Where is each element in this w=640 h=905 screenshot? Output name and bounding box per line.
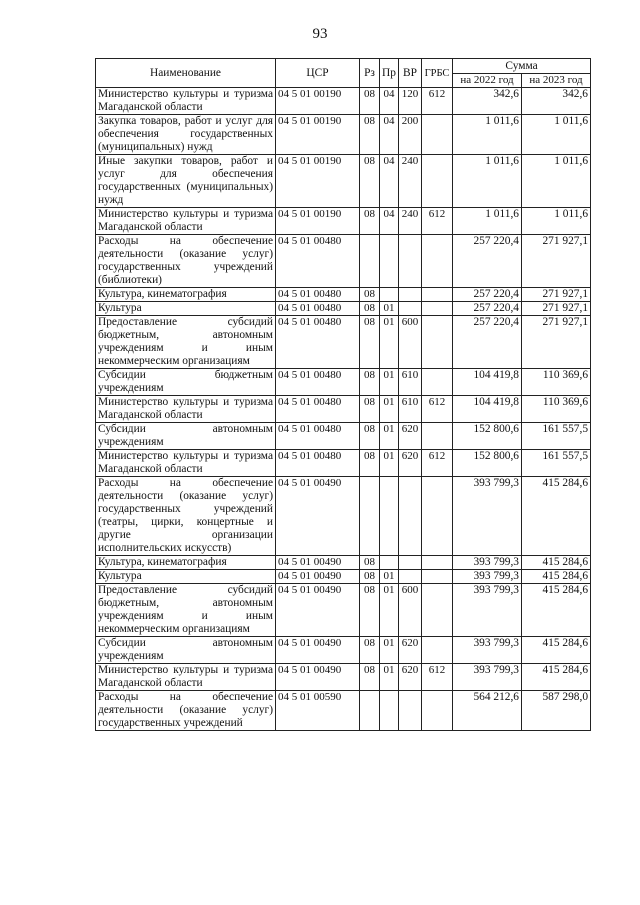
table-row [96,235,591,288]
row-vr [399,235,422,288]
row-csr: 04 5 01 00480 [276,235,360,288]
row-name: Предоставление субсидий бюджетным, автономным учреждениям и иным некоммерческим организациям [96,584,276,637]
row-grbs: 612 [422,396,453,423]
row-sum-2022: 152 800,6 [453,450,522,477]
row-name: Министерство культуры и туризма Магаданской области [96,208,276,235]
row-pr: 01 [380,664,399,691]
row-rz: 08 [360,637,380,664]
row-sum-2023: 110 369,6 [522,369,591,396]
row-vr: 600 [399,584,422,637]
row-pr: 04 [380,88,399,115]
row-grbs [422,584,453,637]
row-vr: 200 [399,115,422,155]
page-number: 93 [312,26,328,42]
row-grbs [422,155,453,208]
table-header [96,59,591,88]
header-year-2023: на 2023 год [522,74,591,88]
row-sum-2023: 1 011,6 [522,115,591,155]
header-pr: Пр [380,59,399,88]
row-grbs: 612 [422,664,453,691]
row-name: Культура [96,302,276,316]
row-csr: 04 5 01 00480 [276,302,360,316]
row-pr [380,288,399,302]
row-csr: 04 5 01 00480 [276,316,360,369]
row-name: Министерство культуры и туризма Магаданской области [96,450,276,477]
row-sum-2022: 342,6 [453,88,522,115]
row-sum-2023: 415 284,6 [522,556,591,570]
row-sum-2023: 342,6 [522,88,591,115]
row-grbs [422,369,453,396]
row-rz [360,691,380,731]
row-rz: 08 [360,423,380,450]
row-vr [399,477,422,556]
header-sum: Сумма [453,59,591,74]
row-pr: 01 [380,450,399,477]
row-rz: 08 [360,556,380,570]
row-sum-2022: 393 799,3 [453,477,522,556]
row-rz: 08 [360,396,380,423]
table-row [96,637,591,664]
row-grbs [422,302,453,316]
table-row [96,664,591,691]
row-sum-2022: 257 220,4 [453,288,522,302]
table-row [96,316,591,369]
row-pr: 04 [380,115,399,155]
row-pr: 04 [380,208,399,235]
table-row [96,570,591,584]
row-pr: 01 [380,396,399,423]
row-sum-2022: 257 220,4 [453,235,522,288]
row-sum-2022: 393 799,3 [453,664,522,691]
row-sum-2022: 393 799,3 [453,584,522,637]
table-row [96,423,591,450]
row-name: Министерство культуры и туризма Магаданской области [96,88,276,115]
row-name: Иные закупки товаров, работ и услуг для обеспечения государственных (муниципальных) нужд [96,155,276,208]
row-sum-2023: 1 011,6 [522,155,591,208]
row-grbs: 612 [422,450,453,477]
row-grbs [422,316,453,369]
row-grbs: 612 [422,208,453,235]
table-row [96,396,591,423]
row-csr: 04 5 01 00190 [276,115,360,155]
row-csr: 04 5 01 00590 [276,691,360,731]
row-sum-2023: 271 927,1 [522,288,591,302]
table-row [96,302,591,316]
row-grbs [422,556,453,570]
row-rz: 08 [360,584,380,637]
row-grbs [422,477,453,556]
table-row [96,288,591,302]
row-sum-2022: 152 800,6 [453,423,522,450]
row-pr: 01 [380,570,399,584]
row-rz: 08 [360,115,380,155]
table-row [96,155,591,208]
row-csr: 04 5 01 00490 [276,664,360,691]
row-csr: 04 5 01 00490 [276,570,360,584]
row-csr: 04 5 01 00480 [276,288,360,302]
row-rz: 08 [360,288,380,302]
row-vr [399,570,422,584]
row-vr: 610 [399,369,422,396]
row-sum-2023: 271 927,1 [522,302,591,316]
row-rz: 08 [360,450,380,477]
row-sum-2022: 1 011,6 [453,155,522,208]
table-body [96,88,591,731]
row-sum-2022: 257 220,4 [453,302,522,316]
row-vr: 620 [399,664,422,691]
row-pr [380,477,399,556]
row-csr: 04 5 01 00480 [276,450,360,477]
row-sum-2023: 415 284,6 [522,477,591,556]
row-sum-2022: 1 011,6 [453,115,522,155]
row-vr: 620 [399,450,422,477]
row-sum-2023: 271 927,1 [522,235,591,288]
row-sum-2022: 393 799,3 [453,556,522,570]
table-row [96,88,591,115]
row-grbs [422,235,453,288]
row-csr: 04 5 01 00190 [276,208,360,235]
budget-table [95,58,591,731]
row-rz: 08 [360,369,380,396]
row-pr: 01 [380,423,399,450]
row-rz: 08 [360,208,380,235]
row-name: Культура, кинематография [96,556,276,570]
row-sum-2023: 1 011,6 [522,208,591,235]
row-csr: 04 5 01 00480 [276,369,360,396]
row-csr: 04 5 01 00490 [276,584,360,637]
row-rz: 08 [360,88,380,115]
row-rz [360,477,380,556]
table-row [96,691,591,731]
row-vr [399,288,422,302]
row-sum-2023: 415 284,6 [522,584,591,637]
row-rz: 08 [360,302,380,316]
row-name: Культура [96,570,276,584]
row-name: Культура, кинематография [96,288,276,302]
row-grbs: 612 [422,88,453,115]
row-vr [399,691,422,731]
row-name: Закупка товаров, работ и услуг для обеспечения государственных (муниципальных) нужд [96,115,276,155]
row-vr: 620 [399,423,422,450]
table-row [96,477,591,556]
row-pr [380,556,399,570]
row-pr [380,235,399,288]
row-vr: 610 [399,396,422,423]
header-rz: Рз [360,59,380,88]
row-pr: 01 [380,302,399,316]
row-pr: 01 [380,584,399,637]
row-vr [399,556,422,570]
row-grbs [422,115,453,155]
header-name: Наименование [96,59,276,88]
row-sum-2022: 104 419,8 [453,369,522,396]
row-rz: 08 [360,664,380,691]
row-name: Министерство культуры и туризма Магаданской области [96,664,276,691]
header-csr: ЦСР [276,59,360,88]
row-csr: 04 5 01 00490 [276,637,360,664]
row-name: Предоставление субсидий бюджетным, автономным учреждениям и иным некоммерческим организациям [96,316,276,369]
row-csr: 04 5 01 00480 [276,396,360,423]
row-pr [380,691,399,731]
row-name: Субсидии бюджетным учреждениям [96,369,276,396]
row-vr: 600 [399,316,422,369]
header-year-2022: на 2022 год [453,74,522,88]
row-csr: 04 5 01 00190 [276,88,360,115]
row-grbs [422,423,453,450]
row-pr: 01 [380,637,399,664]
row-csr: 04 5 01 00190 [276,155,360,208]
row-sum-2022: 393 799,3 [453,570,522,584]
row-vr: 240 [399,155,422,208]
table-row [96,115,591,155]
row-rz: 08 [360,570,380,584]
row-sum-2023: 415 284,6 [522,664,591,691]
row-rz: 08 [360,155,380,208]
row-sum-2023: 415 284,6 [522,637,591,664]
row-vr: 240 [399,208,422,235]
row-sum-2023: 161 557,5 [522,423,591,450]
row-sum-2022: 257 220,4 [453,316,522,369]
row-name: Субсидии автономным учреждениям [96,637,276,664]
row-grbs [422,691,453,731]
row-sum-2023: 271 927,1 [522,316,591,369]
row-vr [399,302,422,316]
row-pr: 01 [380,369,399,396]
row-csr: 04 5 01 00480 [276,423,360,450]
row-name: Субсидии автономным учреждениям [96,423,276,450]
row-sum-2023: 110 369,6 [522,396,591,423]
row-csr: 04 5 01 00490 [276,477,360,556]
row-csr: 04 5 01 00490 [276,556,360,570]
row-pr: 04 [380,155,399,208]
row-sum-2022: 104 419,8 [453,396,522,423]
row-name: Министерство культуры и туризма Магаданской области [96,396,276,423]
row-name: Расходы на обеспечение деятельности (оказание услуг) государственных учреждений [96,691,276,731]
row-sum-2022: 393 799,3 [453,637,522,664]
row-grbs [422,288,453,302]
table-row [96,450,591,477]
table-row [96,584,591,637]
row-grbs [422,637,453,664]
table-row [96,556,591,570]
row-sum-2022: 564 212,6 [453,691,522,731]
row-vr: 620 [399,637,422,664]
row-rz: 08 [360,316,380,369]
row-sum-2022: 1 011,6 [453,208,522,235]
row-sum-2023: 587 298,0 [522,691,591,731]
row-name: Расходы на обеспечение деятельности (оказание услуг) государственных учреждений (театры, цирки, концертные и другие организации исполнительских искусств) [96,477,276,556]
row-grbs [422,570,453,584]
row-sum-2023: 415 284,6 [522,570,591,584]
row-name: Расходы на обеспечение деятельности (оказание услуг) государственных учреждений (библиотеки) [96,235,276,288]
row-pr: 01 [380,316,399,369]
table-row [96,208,591,235]
row-sum-2023: 161 557,5 [522,450,591,477]
table-row [96,369,591,396]
header-vr: ВР [399,59,422,88]
row-vr: 120 [399,88,422,115]
row-rz [360,235,380,288]
header-grbs: ГРБС [422,59,453,88]
